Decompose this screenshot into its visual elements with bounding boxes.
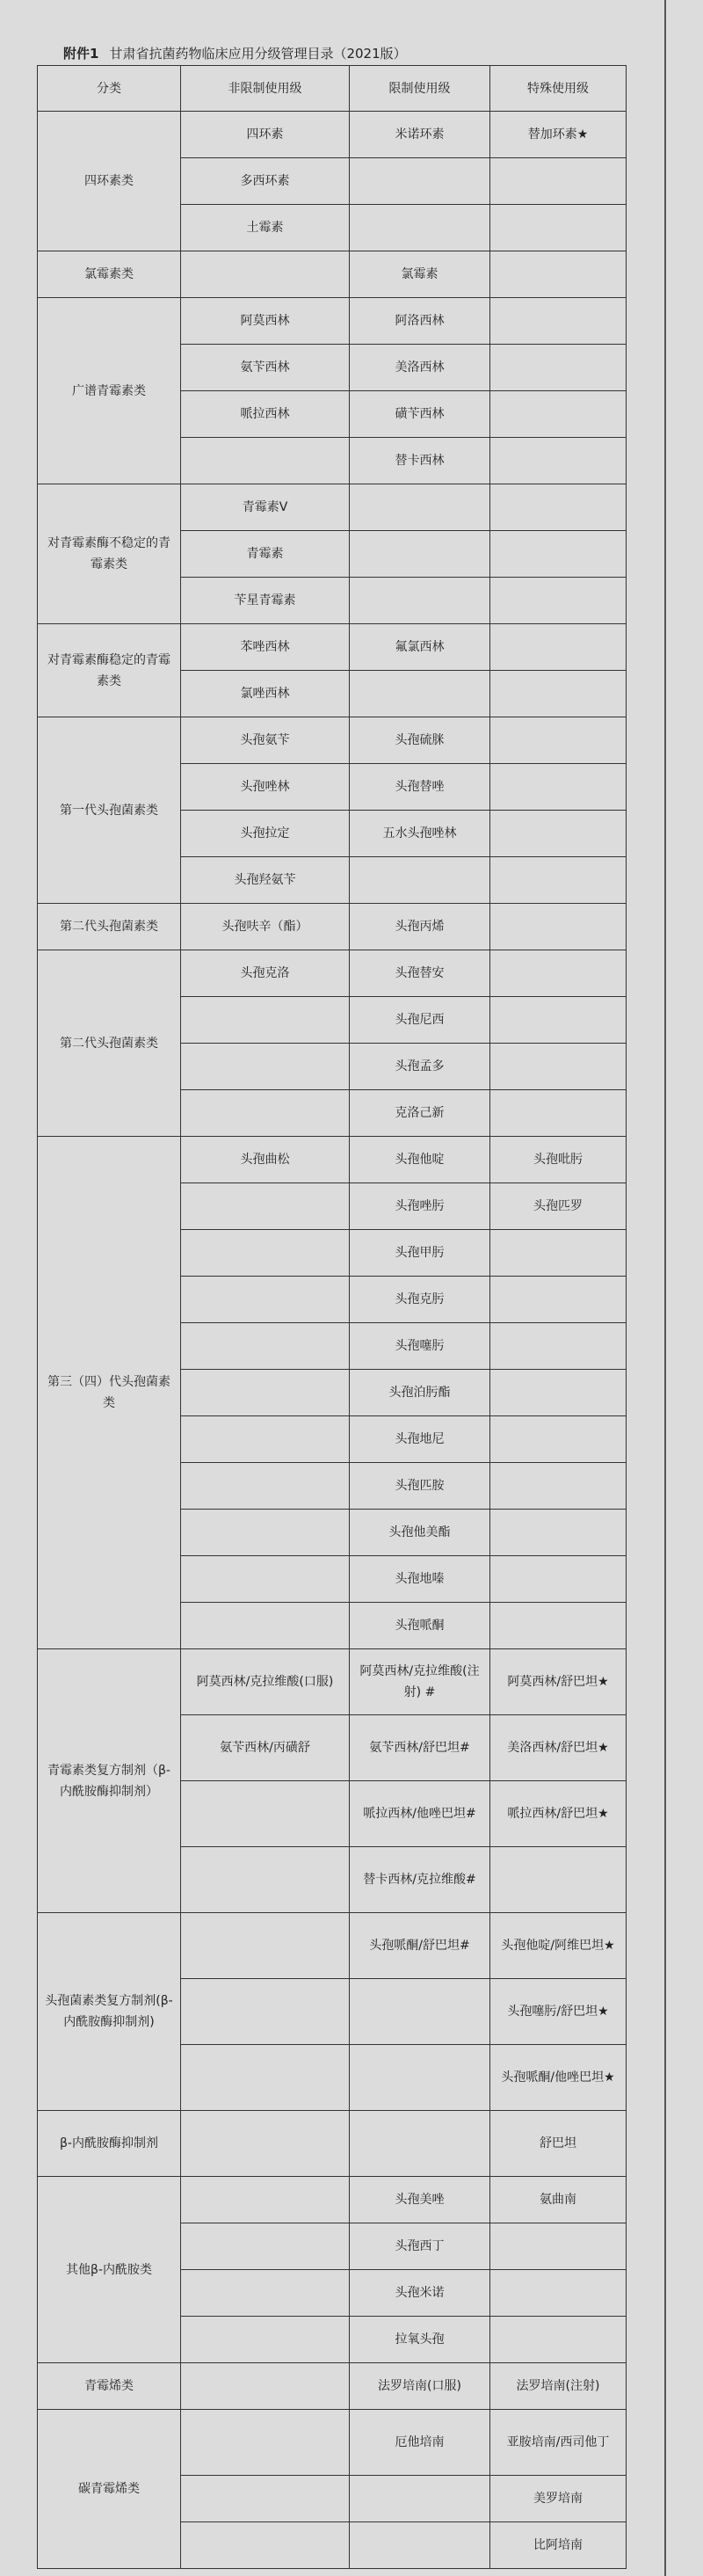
unrestricted-cell — [181, 1370, 350, 1416]
title-text: 甘肃省抗菌药物临床应用分级管理目录（2021版） — [109, 46, 407, 62]
special-cell — [490, 764, 627, 811]
unrestricted-cell: 头孢羟氨苄 — [181, 857, 350, 904]
restricted-cell: 头孢美唑 — [350, 2177, 490, 2223]
special-cell: 头孢哌酮/他唑巴坦★ — [490, 2045, 627, 2111]
unrestricted-cell: 青霉素V — [181, 484, 350, 531]
restricted-cell: 氟氯西林 — [350, 624, 490, 671]
special-cell: 头孢他啶/阿维巴坦★ — [490, 1913, 627, 1979]
restricted-cell — [350, 857, 490, 904]
unrestricted-cell — [181, 2410, 350, 2476]
restricted-cell: 头孢西丁 — [350, 2223, 490, 2270]
unrestricted-cell — [181, 1603, 350, 1649]
category-cell: 对青霉素酶稳定的青霉素类 — [38, 624, 181, 717]
restricted-cell: 头孢硫脒 — [350, 717, 490, 764]
restricted-cell: 头孢米诺 — [350, 2270, 490, 2317]
special-cell — [490, 624, 627, 671]
restricted-cell: 头孢甲肟 — [350, 1230, 490, 1277]
special-cell — [490, 1603, 627, 1649]
unrestricted-cell: 氨苄西林/丙磺舒 — [181, 1715, 350, 1781]
unrestricted-cell — [181, 251, 350, 298]
category-cell: 头孢菌素类复方制剂(β-内酰胺酶抑制剂) — [38, 1913, 181, 2111]
restricted-cell — [350, 205, 490, 251]
table-row — [38, 717, 627, 764]
unrestricted-cell — [181, 1781, 350, 1847]
unrestricted-cell: 阿莫西林 — [181, 298, 350, 345]
special-cell — [490, 2223, 627, 2270]
unrestricted-cell: 头孢曲松 — [181, 1137, 350, 1183]
unrestricted-cell — [181, 2177, 350, 2223]
restricted-cell: 拉氧头孢 — [350, 2317, 490, 2363]
unrestricted-cell: 头孢氨苄 — [181, 717, 350, 764]
restricted-cell — [350, 484, 490, 531]
attachment-label: 附件1 — [63, 46, 99, 62]
unrestricted-cell: 氯唑西林 — [181, 671, 350, 717]
unrestricted-cell — [181, 1979, 350, 2045]
restricted-cell: 头孢唑肟 — [350, 1183, 490, 1230]
special-cell — [490, 1463, 627, 1510]
restricted-cell: 氨苄西林/舒巴坦# — [350, 1715, 490, 1781]
unrestricted-cell: 阿莫西林/克拉维酸(口服) — [181, 1649, 350, 1715]
category-cell: β-内酰胺酶抑制剂 — [38, 2111, 181, 2177]
unrestricted-cell: 哌拉西林 — [181, 391, 350, 438]
special-cell — [490, 997, 627, 1044]
restricted-cell: 替卡西林/克拉维酸# — [350, 1847, 490, 1913]
table-row — [38, 950, 627, 997]
unrestricted-cell — [181, 997, 350, 1044]
special-cell — [490, 438, 627, 484]
unrestricted-cell — [181, 1230, 350, 1277]
restricted-cell: 克洛己新 — [350, 1090, 490, 1137]
restricted-cell: 头孢地尼 — [350, 1416, 490, 1463]
unrestricted-cell — [181, 2223, 350, 2270]
restricted-cell — [350, 2045, 490, 2111]
category-cell: 青霉素类复方制剂（β-内酰胺酶抑制剂） — [38, 1649, 181, 1913]
unrestricted-cell: 多西环素 — [181, 158, 350, 205]
special-cell — [490, 391, 627, 438]
table-body — [38, 112, 627, 2569]
special-cell — [490, 1556, 627, 1603]
restricted-cell: 头孢替唑 — [350, 764, 490, 811]
unrestricted-cell: 苄星青霉素 — [181, 578, 350, 624]
category-cell: 第二代头孢菌素类 — [38, 950, 181, 1137]
special-cell: 头孢噻肟/舒巴坦★ — [490, 1979, 627, 2045]
restricted-cell: 阿洛西林 — [350, 298, 490, 345]
restricted-cell: 头孢替安 — [350, 950, 490, 997]
restricted-cell — [350, 578, 490, 624]
unrestricted-cell — [181, 438, 350, 484]
special-cell — [490, 298, 627, 345]
restricted-cell: 头孢噻肟 — [350, 1323, 490, 1370]
special-cell — [490, 904, 627, 950]
special-cell — [490, 857, 627, 904]
restricted-cell: 头孢哌酮/舒巴坦# — [350, 1913, 490, 1979]
restricted-cell: 厄他培南 — [350, 2410, 490, 2476]
unrestricted-cell — [181, 1044, 350, 1090]
unrestricted-cell — [181, 2317, 350, 2363]
restricted-cell — [350, 531, 490, 578]
unrestricted-cell: 头孢克洛 — [181, 950, 350, 997]
restricted-cell: 头孢孟多 — [350, 1044, 490, 1090]
special-cell — [490, 2317, 627, 2363]
unrestricted-cell: 青霉素 — [181, 531, 350, 578]
special-cell — [490, 1416, 627, 1463]
special-cell: 头孢匹罗 — [490, 1183, 627, 1230]
restricted-cell: 头孢尼西 — [350, 997, 490, 1044]
special-cell: 美洛西林/舒巴坦★ — [490, 1715, 627, 1781]
unrestricted-cell — [181, 2045, 350, 2111]
table-row — [38, 298, 627, 345]
unrestricted-cell — [181, 2476, 350, 2522]
unrestricted-cell: 土霉素 — [181, 205, 350, 251]
category-cell: 广谱青霉素类 — [38, 298, 181, 484]
header-category: 分类 — [38, 66, 181, 112]
special-cell: 亚胺培南/西司他丁 — [490, 2410, 627, 2476]
document-title — [63, 44, 407, 62]
header-special: 特殊使用级 — [490, 66, 627, 112]
unrestricted-cell: 氨苄西林 — [181, 345, 350, 391]
table-row — [38, 484, 627, 531]
unrestricted-cell — [181, 1556, 350, 1603]
special-cell — [490, 531, 627, 578]
unrestricted-cell: 四环素 — [181, 112, 350, 158]
category-cell: 第三（四）代头孢菌素类 — [38, 1137, 181, 1649]
special-cell: 法罗培南(注射) — [490, 2363, 627, 2410]
special-cell — [490, 251, 627, 298]
restricted-cell: 磺苄西林 — [350, 391, 490, 438]
restricted-cell: 法罗培南(口服) — [350, 2363, 490, 2410]
restricted-cell — [350, 1979, 490, 2045]
unrestricted-cell — [181, 1323, 350, 1370]
restricted-cell — [350, 2522, 490, 2569]
special-cell — [490, 484, 627, 531]
special-cell — [490, 1044, 627, 1090]
table-row — [38, 2177, 627, 2223]
unrestricted-cell — [181, 2270, 350, 2317]
restricted-cell: 五水头孢唑林 — [350, 811, 490, 857]
category-cell: 青霉烯类 — [38, 2363, 181, 2410]
unrestricted-cell: 头孢唑林 — [181, 764, 350, 811]
unrestricted-cell — [181, 1510, 350, 1556]
restricted-cell: 氯霉素 — [350, 251, 490, 298]
restricted-cell: 头孢地嗪 — [350, 1556, 490, 1603]
special-cell — [490, 1230, 627, 1277]
special-cell — [490, 2270, 627, 2317]
special-cell — [490, 1323, 627, 1370]
special-cell — [490, 811, 627, 857]
restricted-cell — [350, 158, 490, 205]
unrestricted-cell — [181, 1183, 350, 1230]
unrestricted-cell — [181, 1847, 350, 1913]
unrestricted-cell: 头孢呋辛（酯） — [181, 904, 350, 950]
page-edge-line — [664, 0, 666, 2576]
special-cell — [490, 671, 627, 717]
restricted-cell: 头孢匹胺 — [350, 1463, 490, 1510]
restricted-cell: 头孢克肟 — [350, 1277, 490, 1323]
category-cell: 对青霉素酶不稳定的青霉素类 — [38, 484, 181, 624]
header-restricted: 限制使用级 — [350, 66, 490, 112]
special-cell: 氨曲南 — [490, 2177, 627, 2223]
table-row — [38, 112, 627, 158]
category-cell: 其他β-内酰胺类 — [38, 2177, 181, 2363]
table-row — [38, 624, 627, 671]
category-cell: 第二代头孢菌素类 — [38, 904, 181, 950]
special-cell: 头孢吡肟 — [490, 1137, 627, 1183]
category-cell: 氯霉素类 — [38, 251, 181, 298]
unrestricted-cell — [181, 2363, 350, 2410]
category-cell: 四环素类 — [38, 112, 181, 251]
unrestricted-cell — [181, 1416, 350, 1463]
restricted-cell: 哌拉西林/他唑巴坦# — [350, 1781, 490, 1847]
special-cell: 哌拉西林/舒巴坦★ — [490, 1781, 627, 1847]
antibiotic-classification-table — [37, 65, 627, 2569]
special-cell — [490, 950, 627, 997]
table-row — [38, 2410, 627, 2476]
unrestricted-cell — [181, 1277, 350, 1323]
special-cell — [490, 1370, 627, 1416]
special-cell — [490, 158, 627, 205]
special-cell — [490, 1510, 627, 1556]
unrestricted-cell — [181, 2522, 350, 2569]
restricted-cell: 头孢哌酮 — [350, 1603, 490, 1649]
restricted-cell: 米诺环素 — [350, 112, 490, 158]
restricted-cell: 头孢丙烯 — [350, 904, 490, 950]
restricted-cell: 美洛西林 — [350, 345, 490, 391]
restricted-cell — [350, 671, 490, 717]
table-row — [38, 2363, 627, 2410]
special-cell — [490, 1277, 627, 1323]
table-row — [38, 1913, 627, 1979]
category-cell: 第一代头孢菌素类 — [38, 717, 181, 904]
restricted-cell — [350, 2476, 490, 2522]
special-cell — [490, 205, 627, 251]
restricted-cell: 头孢泊肟酯 — [350, 1370, 490, 1416]
restricted-cell: 头孢他美酯 — [350, 1510, 490, 1556]
special-cell — [490, 345, 627, 391]
unrestricted-cell: 苯唑西林 — [181, 624, 350, 671]
special-cell: 美罗培南 — [490, 2476, 627, 2522]
special-cell — [490, 717, 627, 764]
table-row — [38, 1137, 627, 1183]
table-row — [38, 251, 627, 298]
table-header-row — [38, 66, 627, 112]
special-cell — [490, 1090, 627, 1137]
table-row — [38, 904, 627, 950]
unrestricted-cell — [181, 1090, 350, 1137]
restricted-cell: 替卡西林 — [350, 438, 490, 484]
table-row — [38, 2111, 627, 2177]
special-cell — [490, 1847, 627, 1913]
category-cell: 碳青霉烯类 — [38, 2410, 181, 2569]
special-cell: 阿莫西林/舒巴坦★ — [490, 1649, 627, 1715]
special-cell: 比阿培南 — [490, 2522, 627, 2569]
unrestricted-cell — [181, 2111, 350, 2177]
table-row — [38, 1649, 627, 1715]
restricted-cell — [350, 2111, 490, 2177]
header-unrestricted: 非限制使用级 — [181, 66, 350, 112]
unrestricted-cell — [181, 1913, 350, 1979]
special-cell: 舒巴坦 — [490, 2111, 627, 2177]
restricted-cell: 阿莫西林/克拉维酸(注射) # — [350, 1649, 490, 1715]
unrestricted-cell: 头孢拉定 — [181, 811, 350, 857]
special-cell — [490, 578, 627, 624]
special-cell: 替加环素★ — [490, 112, 627, 158]
restricted-cell: 头孢他啶 — [350, 1137, 490, 1183]
unrestricted-cell — [181, 1463, 350, 1510]
